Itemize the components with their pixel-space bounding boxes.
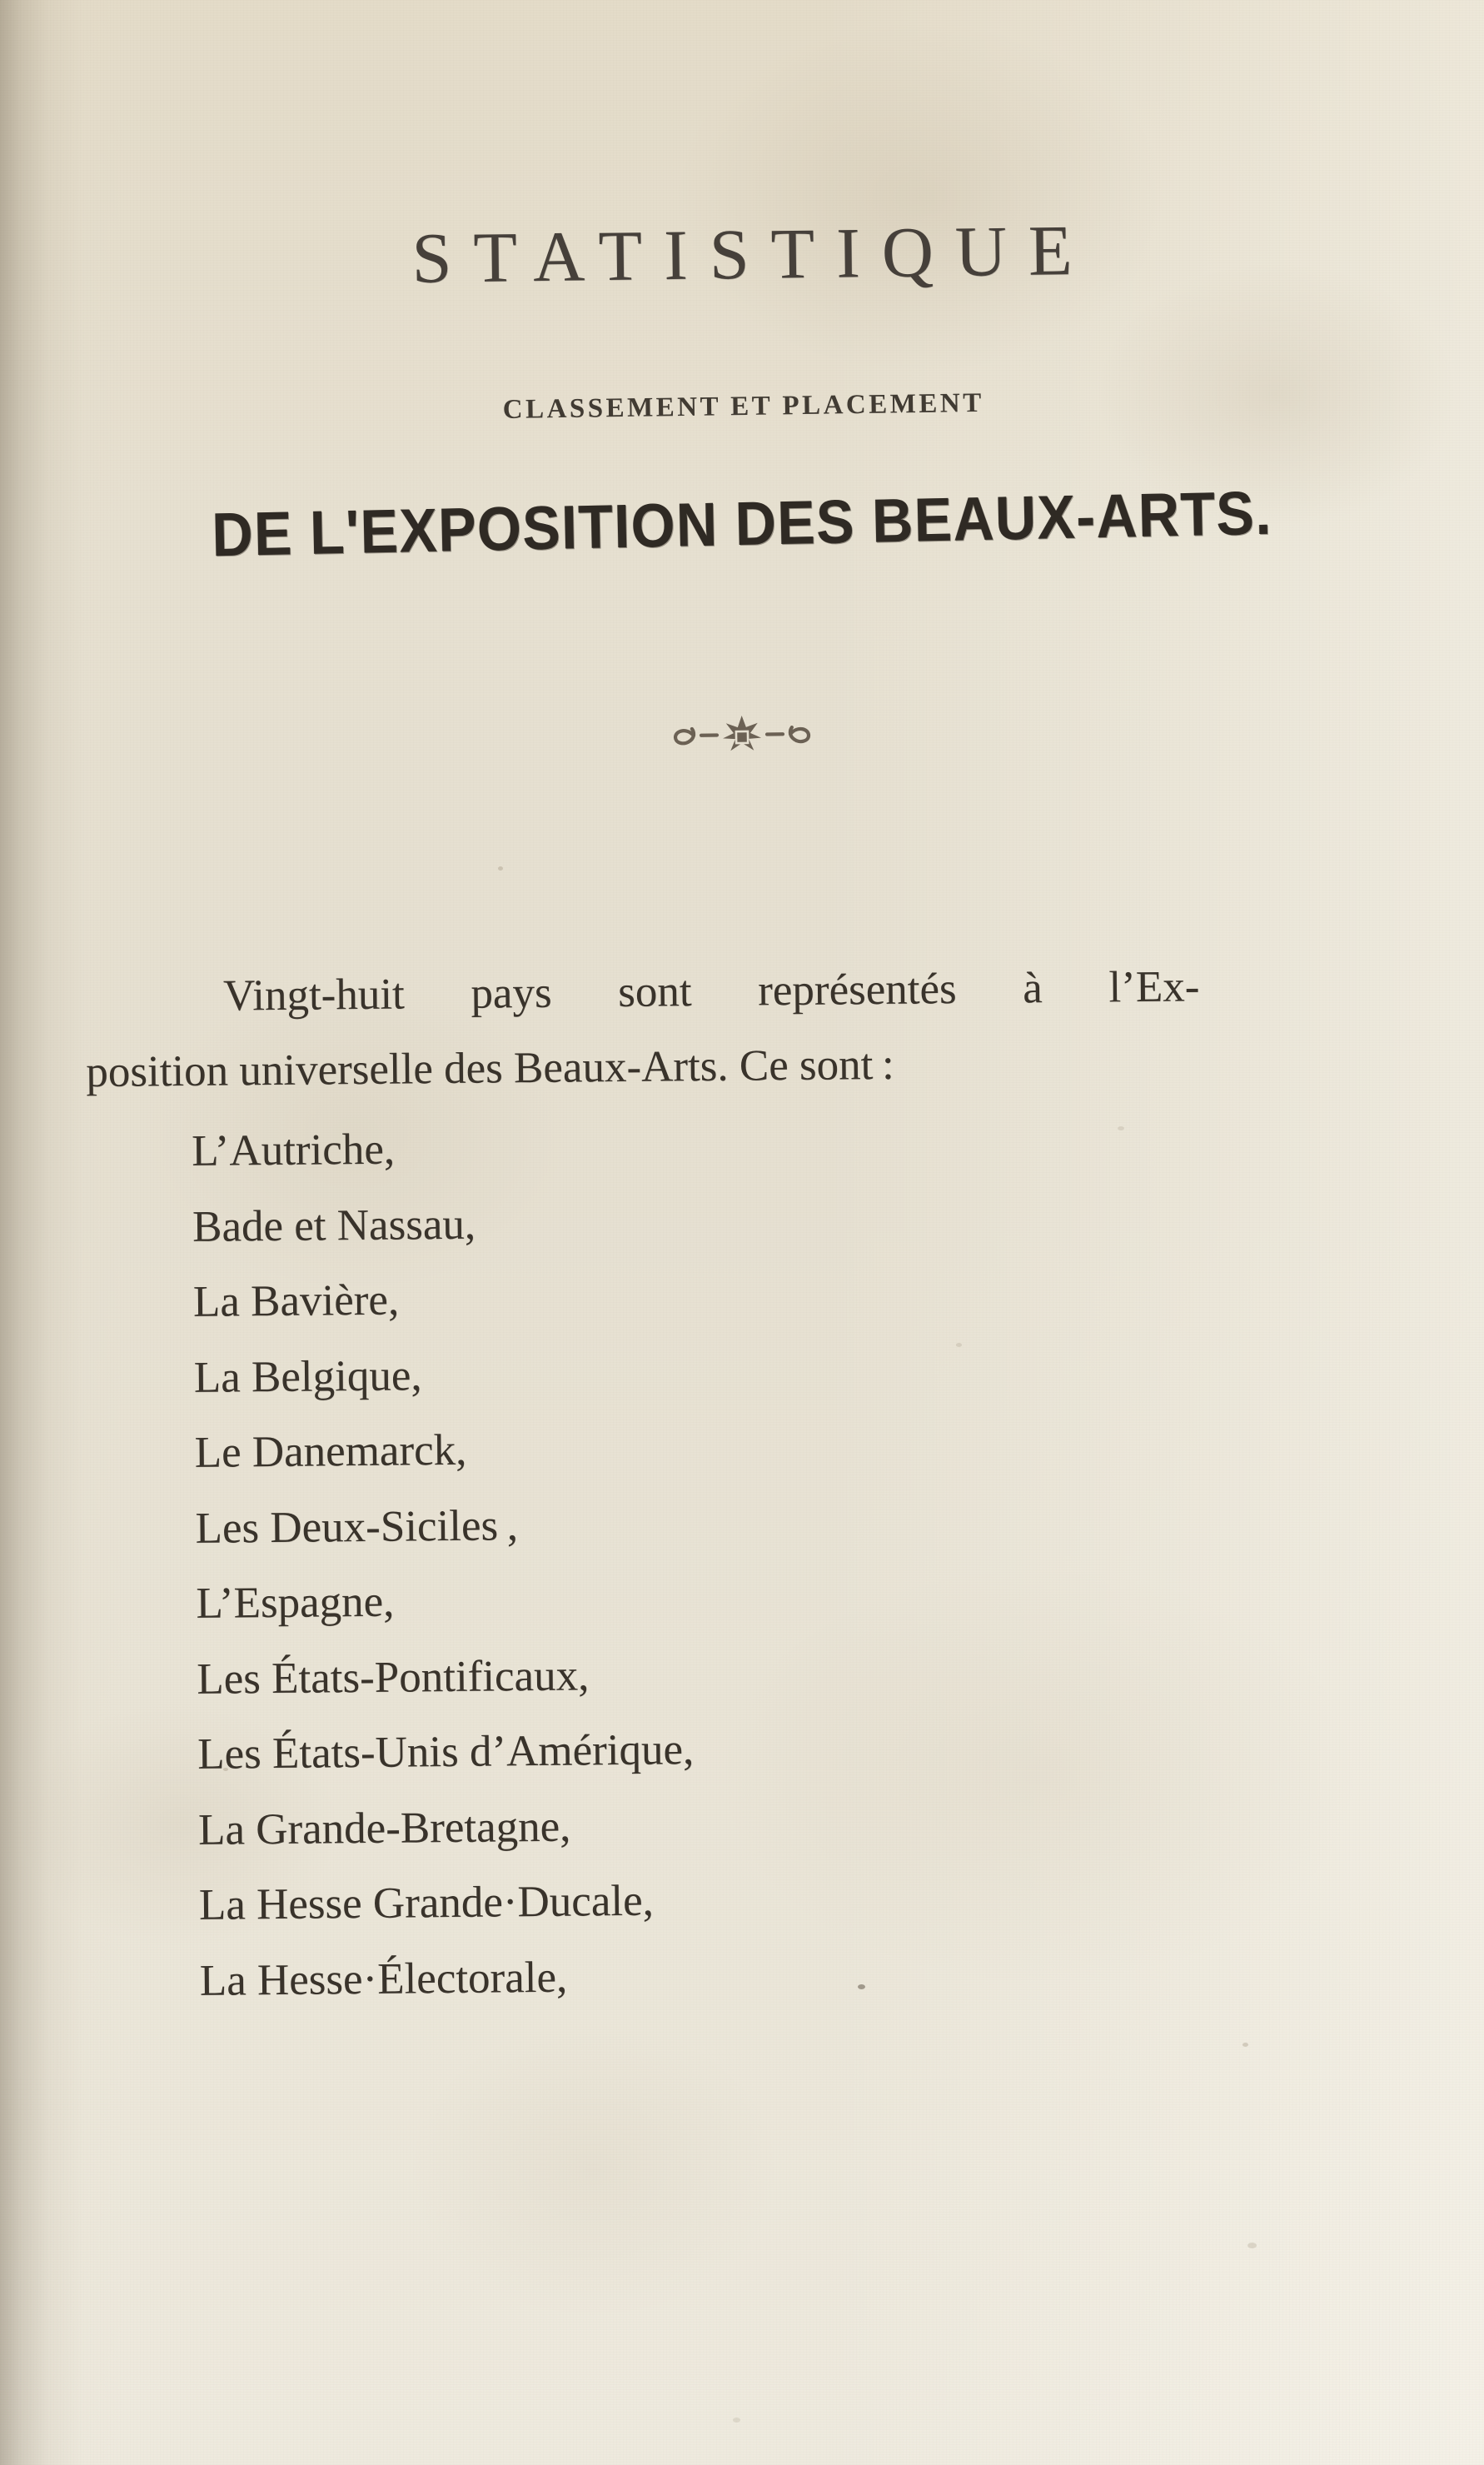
list-item: L’Espagne, [196, 1577, 395, 1628]
page-title: STATISTIQUE [411, 209, 1095, 298]
body-text-block [0, 946, 1484, 2020]
paragraph-line [85, 949, 1200, 1035]
list-item: Le Danemarck, [194, 1425, 467, 1477]
list-item: La Grande-Bretagne, [197, 1802, 571, 1854]
list-item: Bade et Nassau, [192, 1200, 476, 1251]
list-item: La Hesse Grande·Ducale, [198, 1876, 655, 1929]
list-item: Les Deux-Siciles , [195, 1500, 519, 1553]
list-item: Les États-Unis d’Amérique, [197, 1725, 695, 1779]
fleuron-ornament [0, 698, 1484, 771]
paragraph-line: position universelle des Beaux-Arts. Ce sont : [86, 1040, 894, 1097]
list-item: La Hesse·Électorale, [199, 1953, 568, 2005]
list-item: Les États-Pontificaux, [197, 1650, 590, 1704]
intro-paragraph [85, 949, 1236, 1110]
paragraph-word: Vingt-huit [222, 970, 406, 1020]
paragraph-word: représentés [757, 965, 957, 1015]
paragraph-word: l’Ex- [1108, 962, 1200, 1012]
list-item: L’Autriche, [191, 1125, 396, 1175]
page-heading: DE L'EXPOSITION DES BEAUX-ARTS. [211, 477, 1273, 570]
country-list [192, 1101, 1484, 2018]
list-item: La Bavière, [192, 1275, 400, 1326]
list-item: La Belgique, [193, 1350, 422, 1402]
first-line-indent [85, 959, 157, 1035]
page-subtitle: CLASSEMENT ET PLACEMENT [502, 387, 984, 426]
paragraph-word: à [1022, 964, 1043, 1013]
paragraph-word: pays [471, 968, 552, 1018]
paragraph-word: sont [617, 967, 692, 1017]
